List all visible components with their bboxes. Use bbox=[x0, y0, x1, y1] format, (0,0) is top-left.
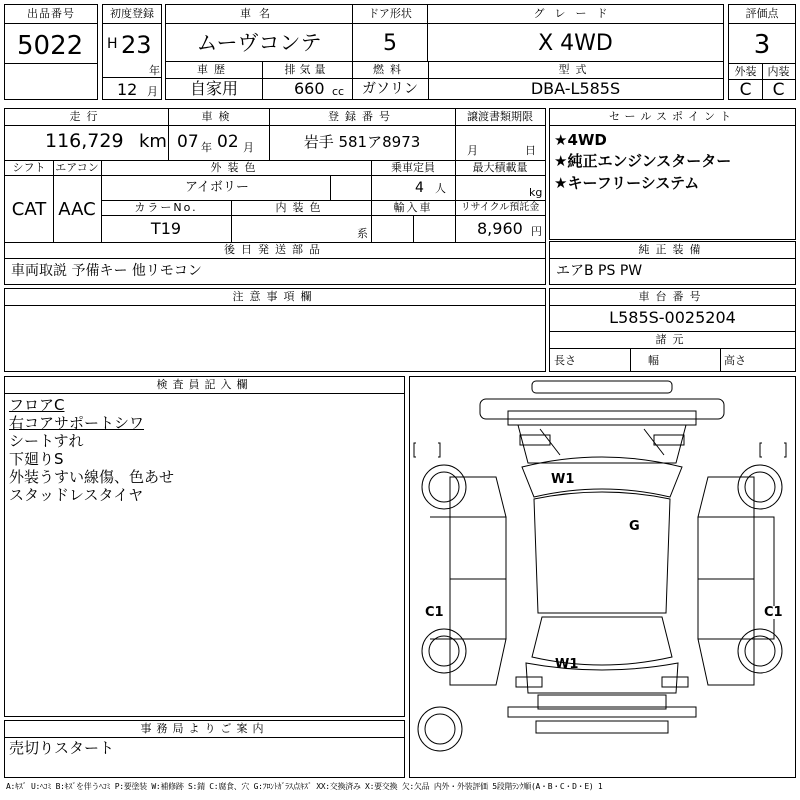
history: 自家用 bbox=[189, 79, 238, 98]
displacement: 660 bbox=[294, 79, 325, 98]
shift-label: シフト bbox=[12, 161, 46, 174]
reg-month: 12 bbox=[117, 80, 138, 99]
insp-month-unit: 月 bbox=[243, 141, 254, 154]
capacity-label: 乗車定員 bbox=[391, 161, 435, 174]
sales-block bbox=[549, 108, 796, 240]
car-outline bbox=[410, 377, 795, 777]
vehicle-detail-block bbox=[4, 108, 546, 285]
mileage-unit: km bbox=[139, 131, 167, 152]
lot-number: 5022 bbox=[17, 31, 84, 61]
notes-block bbox=[4, 288, 546, 372]
doors-cell bbox=[352, 4, 428, 62]
damage-legend: A:ｷｽﾞ U:ﾍｺﾐ B:ｷｽﾞを伴うﾍｺﾐ P:要塗装 W:補修跡 S:錆 C:腐食、穴 G:ﾌﾛﾝﾄｶﾞﾗｽ点ｷｽﾞ XX:交換済み X:要交換 欠:欠品 内外・外装評価 5段階ﾗﾝｸ順(A・B・C・D・E) 1 bbox=[6, 782, 603, 791]
chassis: L585S-0025204 bbox=[609, 308, 736, 327]
color-no: T19 bbox=[150, 219, 182, 238]
mileage-label: 走行 bbox=[69, 110, 104, 123]
insp-month: 02 bbox=[217, 132, 239, 152]
office-block bbox=[4, 720, 405, 778]
lot-cell bbox=[4, 4, 98, 100]
reg-year: 23 bbox=[121, 31, 152, 59]
era: H bbox=[107, 36, 118, 52]
inspector-note: 外装うすい線傷、色あせ bbox=[9, 468, 175, 486]
sales-point: ★純正エンジンスターター bbox=[554, 152, 732, 170]
max-load-label: 最大積載量 bbox=[472, 161, 528, 174]
color-no-label: カラーNo. bbox=[134, 201, 198, 214]
reg-year-unit: 年 bbox=[149, 64, 160, 77]
ext-color-label: 外装色 bbox=[210, 161, 262, 174]
inspector-note: フロアC bbox=[9, 396, 65, 414]
first-reg-cell bbox=[102, 4, 162, 100]
sales-point: ★キーフリーシステム bbox=[554, 174, 700, 192]
reg-no-label: 登録番号 bbox=[328, 110, 396, 123]
int-color-unit: 系 bbox=[357, 227, 368, 240]
later-parts: 車両取説 予備キー 他リモコン bbox=[11, 263, 202, 279]
import-label: 輸入車 bbox=[393, 201, 433, 214]
width-label: 幅 bbox=[648, 354, 659, 367]
max-load-unit: kg bbox=[529, 186, 543, 199]
equip-block bbox=[549, 241, 796, 285]
ac: AAC bbox=[58, 199, 96, 220]
model-label: 型式 bbox=[558, 63, 593, 76]
equip: エアB PS PW bbox=[556, 263, 643, 279]
exterior-label: 外装 bbox=[734, 65, 757, 78]
length-label: 長さ bbox=[554, 354, 576, 367]
later-label: 後日発送部品 bbox=[224, 243, 326, 256]
door-label: ドア形状 bbox=[368, 7, 412, 20]
inspector-block bbox=[4, 376, 405, 717]
transfer-label: 譲渡書類期限 bbox=[467, 110, 533, 123]
spec-row bbox=[165, 61, 724, 100]
car-name-label: 車名 bbox=[240, 7, 278, 20]
ac-label: エアコン bbox=[55, 161, 99, 174]
interior-label: 内装 bbox=[767, 65, 790, 78]
office-label: 事務局よりご案内 bbox=[140, 722, 269, 735]
height-label: 高さ bbox=[724, 354, 746, 367]
car-name: ムーヴコンテ bbox=[196, 31, 322, 55]
score: 3 bbox=[753, 30, 771, 60]
interior-score: C bbox=[772, 80, 785, 100]
exterior-score: C bbox=[739, 80, 752, 100]
damage-mark-c1-right: C1 bbox=[764, 605, 783, 620]
insp-year: 07 bbox=[177, 132, 199, 152]
model: DBA-L585S bbox=[530, 79, 621, 98]
displacement-unit: cc bbox=[332, 85, 345, 98]
damage-diagram bbox=[409, 376, 796, 778]
recycle: 8,960 bbox=[477, 219, 523, 238]
reg-month-unit: 月 bbox=[147, 85, 158, 98]
ext-color: アイボリー bbox=[185, 180, 249, 195]
sales-label: セールスポイント bbox=[608, 110, 736, 123]
inspection-label: 車検 bbox=[201, 110, 236, 123]
chassis-block bbox=[549, 288, 796, 372]
chassis-label: 車台番号 bbox=[638, 290, 707, 303]
fuel-label: 燃料 bbox=[373, 63, 407, 76]
grade-label: グレード bbox=[533, 7, 618, 20]
grade: X 4WD bbox=[538, 31, 613, 56]
mileage: 116,729 bbox=[45, 130, 124, 152]
first-reg-label: 初度登録 bbox=[110, 7, 154, 20]
dims-label: 諸元 bbox=[655, 333, 690, 346]
score-cell bbox=[728, 4, 796, 100]
inspector-note: 右コアサポートシワ bbox=[9, 414, 145, 432]
score-label: 評価点 bbox=[745, 7, 779, 20]
equip-label: 純正装備 bbox=[638, 243, 707, 256]
damage-mark-w1-bottom: W1 bbox=[555, 657, 579, 672]
inspector-label: 検査員記入欄 bbox=[156, 378, 253, 391]
sales-point: ★4WD bbox=[554, 131, 607, 149]
damage-mark-w1-top: W1 bbox=[551, 472, 575, 487]
transfer-month: 月 bbox=[467, 144, 478, 157]
recycle-label: リサイクル預託金 bbox=[460, 202, 540, 213]
reg-no: 岩手 581ア8973 bbox=[303, 133, 421, 151]
history-label: 車歴 bbox=[197, 63, 231, 76]
inspector-note: スタッドレスタイヤ bbox=[9, 486, 144, 504]
displacement-label: 排気量 bbox=[284, 63, 330, 76]
int-color-label: 内装色 bbox=[275, 201, 327, 214]
car-name-cell bbox=[165, 4, 353, 62]
notes-label: 注意事項欄 bbox=[232, 290, 318, 303]
transfer-day: 日 bbox=[525, 144, 536, 157]
damage-mark-g: G bbox=[629, 519, 640, 534]
inspector-note: 下廻りS bbox=[9, 450, 64, 468]
shift: CAT bbox=[11, 199, 47, 220]
grade-cell bbox=[427, 4, 724, 62]
lot-label: 出品番号 bbox=[27, 7, 75, 20]
damage-mark-c1-left: C1 bbox=[425, 605, 444, 620]
fuel: ガソリン bbox=[362, 81, 418, 97]
inspector-note: シートすれ bbox=[9, 432, 84, 450]
capacity: 4 bbox=[415, 180, 424, 196]
capacity-unit: 人 bbox=[435, 182, 446, 195]
doors: 5 bbox=[383, 31, 397, 56]
office-text: 売切りスタート bbox=[9, 739, 115, 757]
insp-year-unit: 年 bbox=[201, 141, 212, 154]
recycle-unit: 円 bbox=[531, 225, 542, 238]
